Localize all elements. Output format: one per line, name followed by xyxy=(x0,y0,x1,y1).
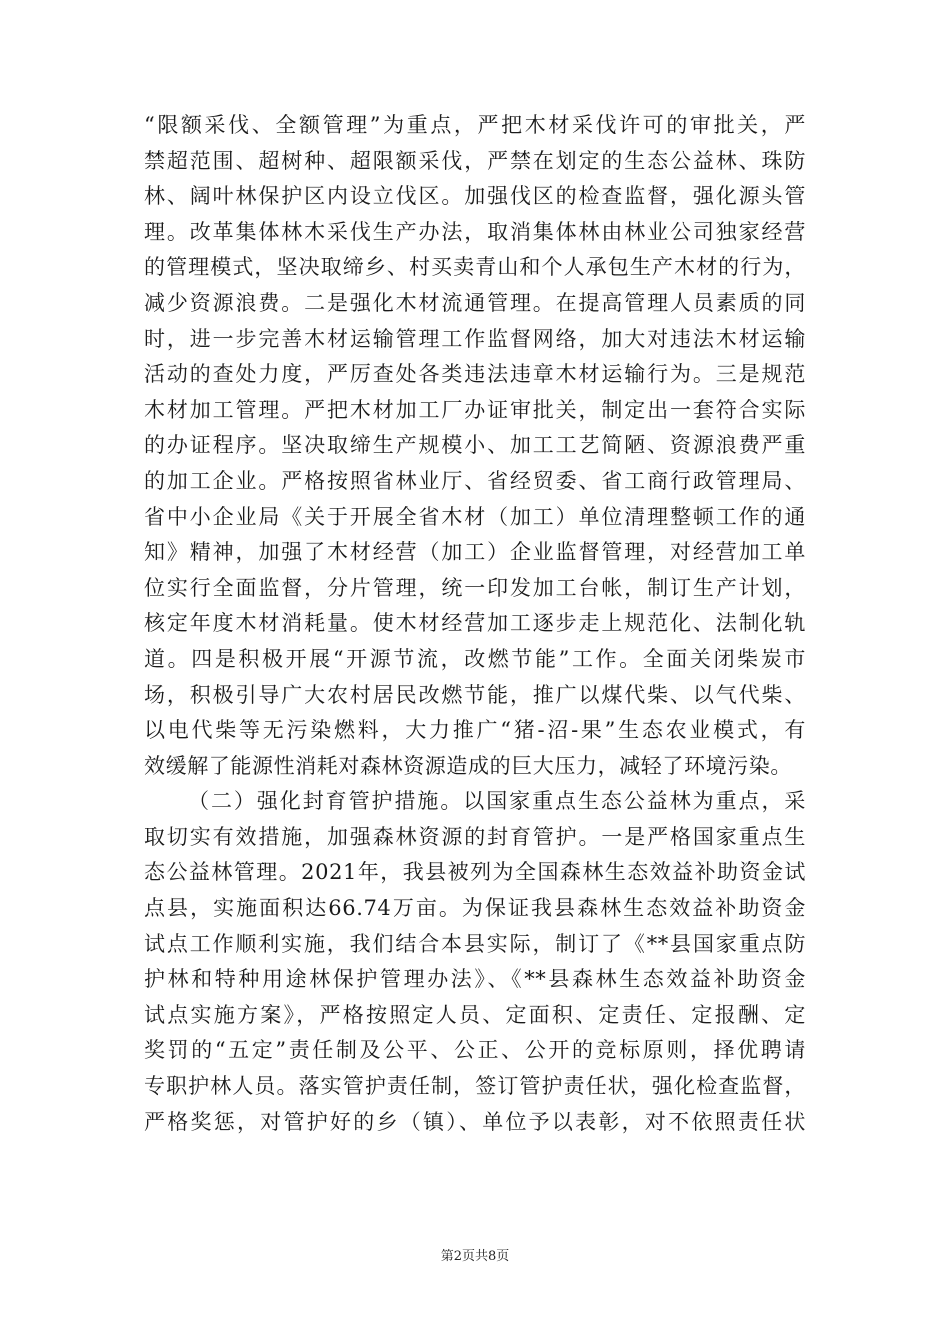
text-line: 活动的查处力度，严厉查处各类违法违章木材运输行为。三是规范 xyxy=(144,362,806,387)
text-line: 态公益林管理。2021年，我县被列为全国森林生态效益补助资金试 xyxy=(144,860,806,885)
page-number-footer: 第2页共8页 xyxy=(440,1249,510,1264)
text-line: 的加工企业。严格按照省林业厅、省经贸委、省工商行政管理局、 xyxy=(144,468,806,493)
text-line: 以电代柴等无污染燃料，大力推广“猪-沼-果”生态农业模式，有 xyxy=(144,718,806,743)
text-line: 严格奖惩，对管护好的乡（镇）、单位予以表彰，对不依照责任状 xyxy=(144,1109,806,1134)
text-line: 木材加工管理。严把木材加工厂办证审批关，制定出一套符合实际 xyxy=(144,397,806,422)
text-line: 的管理模式，坚决取缔乡、村买卖青山和个人承包生产木材的行为， xyxy=(144,255,806,280)
text-line: 护林和特种用途林保护管理办法》、《**县森林生态效益补助资金 xyxy=(144,967,806,992)
text-line: 知》精神，加强了木材经营（加工）企业监督管理，对经营加工单 xyxy=(144,540,806,565)
text-line: 的办证程序。坚决取缔生产规模小、加工工艺简陋、资源浪费严重 xyxy=(144,433,806,458)
text-line: 试点实施方案》，严格按照定人员、定面积、定责任、定报酬、定 xyxy=(144,1002,806,1027)
text-line: 禁超范围、超树种、超限额采伐，严禁在划定的生态公益林、珠防 xyxy=(144,148,806,173)
text-line: 点县，实施面积达66.74万亩。为保证我县森林生态效益补助资金 xyxy=(144,896,806,921)
section-heading-line: （二）强化封育管护措施。以国家重点生态公益林为重点，采 xyxy=(188,789,806,814)
text-line: 场，积极引导广大农村居民改燃节能，推广以煤代柴、以气代柴、 xyxy=(144,682,806,707)
text-line: 试点工作顺利实施，我们结合本县实际，制订了《**县国家重点防 xyxy=(144,931,806,956)
document-body xyxy=(144,108,806,1140)
text-line: 减少资源浪费。二是强化木材流通管理。在提高管理人员素质的同 xyxy=(144,290,806,315)
text-line: 核定年度木材消耗量。使木材经营加工逐步走上规范化、法制化轨 xyxy=(144,611,806,636)
text-line: 理。改革集体林木采伐生产办法，取消集体林由林业公司独家经营 xyxy=(144,219,806,244)
text-line: 位实行全面监督，分片管理，统一印发加工台帐，制订生产计划， xyxy=(144,575,806,600)
text-line: 奖罚的“五定”责任制及公平、公正、公开的竞标原则，择优聘请 xyxy=(144,1038,806,1063)
text-line: 省中小企业局《关于开展全省木材（加工）单位清理整顿工作的通 xyxy=(144,504,806,529)
text-line: 道。四是积极开展“开源节流，改燃节能”工作。全面关闭柴炭市 xyxy=(144,646,806,671)
text-line: 取切实有效措施，加强森林资源的封育管护。一是严格国家重点生 xyxy=(144,824,806,849)
text-line: 专职护林人员。落实管护责任制，签订管护责任状，强化检查监督， xyxy=(144,1074,806,1099)
text-line: 时，进一步完善木材运输管理工作监督网络，加大对违法木材运输 xyxy=(144,326,806,351)
text-line: “限额采伐、全额管理”为重点，严把木材采伐许可的审批关，严 xyxy=(144,113,806,137)
text-line: 林、阔叶林保护区内设立伐区。加强伐区的检查监督，强化源头管 xyxy=(144,184,806,209)
paragraph-end-line: 效缓解了能源性消耗对森林资源造成的巨大压力，减轻了环境污染。 xyxy=(144,753,792,778)
